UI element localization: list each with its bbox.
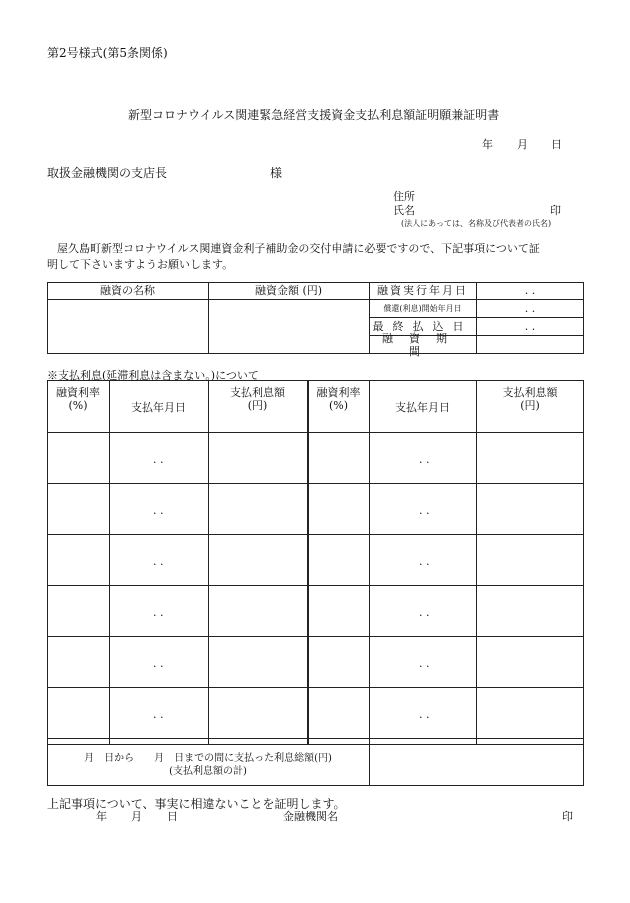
payment-date-dots: . .	[153, 657, 164, 670]
final-payment-date-label: 最終払込日	[372, 319, 473, 333]
header-line: (円)	[247, 399, 268, 412]
payment-date-dots: . .	[419, 657, 430, 670]
header-line: 支払利息額	[230, 386, 285, 399]
footer-month: 月	[131, 810, 142, 823]
interest-amount-header-left	[208, 384, 307, 414]
repayment-start-date-value: . .	[524, 301, 536, 315]
repayment-start-date-label: 償還(利息)開始年月日	[383, 303, 462, 313]
certification-text: 上記事項について、事実に相違ないことを証明します。	[47, 797, 346, 811]
interest-caption: ※支払利息(延滞利息は含まない。)について	[47, 369, 259, 382]
date-month: 月	[517, 138, 528, 151]
payment-date-dots: . .	[153, 555, 164, 568]
header-line: 融資利率	[56, 386, 100, 399]
header-line: 支払年月日	[131, 400, 186, 414]
applicant-note: (法人にあっては、名称及び代表者の氏名)	[401, 219, 552, 228]
payment-date-dots: . .	[419, 555, 430, 568]
applicant-name-label: 氏名	[393, 204, 415, 217]
addressee-label: 取扱金融機関の支店長	[47, 166, 168, 180]
loan-period-label: 融資期間	[382, 331, 463, 358]
footer-year: 年	[96, 810, 107, 823]
institution-label: 金融機関名	[283, 810, 338, 823]
interest-total-label	[47, 748, 369, 782]
loan-amount-header: 融資金額 (円)	[254, 284, 323, 297]
date-day: 日	[551, 138, 562, 151]
interest-rate-header-right	[308, 384, 369, 414]
loan-execution-date-label: 融資実行年月日	[377, 284, 468, 297]
footer-day: 日	[167, 810, 178, 823]
payment-date-header-right	[369, 392, 476, 422]
total-line: (支払利息額の計)	[169, 766, 247, 777]
applicant-address-label: 住所	[393, 190, 415, 203]
payment-date-dots: . .	[153, 606, 164, 619]
request-text-line1: 屋久島町新型コロナウイルス関連資金利子補助金の交付申請に必要ですので、下記事項について証	[57, 242, 540, 255]
payment-date-dots: . .	[419, 504, 430, 517]
footer-seal: 印	[562, 810, 573, 823]
payment-date-dots: . .	[419, 708, 430, 721]
payment-date-header-left	[109, 392, 208, 422]
header-line: (円)	[520, 399, 540, 412]
header-line: 融資利率	[316, 386, 361, 399]
header-line: 支払利息額	[502, 386, 558, 399]
final-payment-date-value: . .	[524, 319, 536, 333]
loan-execution-date-value: . .	[524, 284, 536, 297]
interest-amount-header-right	[476, 384, 584, 414]
request-text-line2: 明して下さいますようお願いします。	[47, 258, 234, 271]
payment-date-dots: . .	[153, 708, 164, 721]
payment-date-dots: . .	[153, 504, 164, 517]
loan-name-header: 融資の名称	[100, 284, 155, 297]
document-title: 新型コロナウイルス関連緊急経営支援資金支払利息額証明願兼証明書	[128, 108, 500, 122]
loan-period-value	[476, 335, 584, 354]
payment-date-dots: . .	[419, 453, 430, 466]
applicant-seal: 印	[550, 204, 561, 217]
header-line: (%)	[328, 399, 349, 412]
form-number: 第2号様式(第5条関係)	[47, 46, 168, 60]
interest-rate-header-left	[47, 384, 109, 414]
payment-date-dots: . .	[153, 453, 164, 466]
header-line: 支払年月日	[395, 400, 450, 414]
header-line: (%)	[68, 399, 88, 412]
addressee-honorific: 様	[270, 166, 283, 180]
payment-date-dots: . .	[419, 606, 430, 619]
total-line: 月 日から 月 日までの間に支払った利息総額(円)	[84, 753, 332, 764]
date-year: 年	[482, 138, 493, 151]
